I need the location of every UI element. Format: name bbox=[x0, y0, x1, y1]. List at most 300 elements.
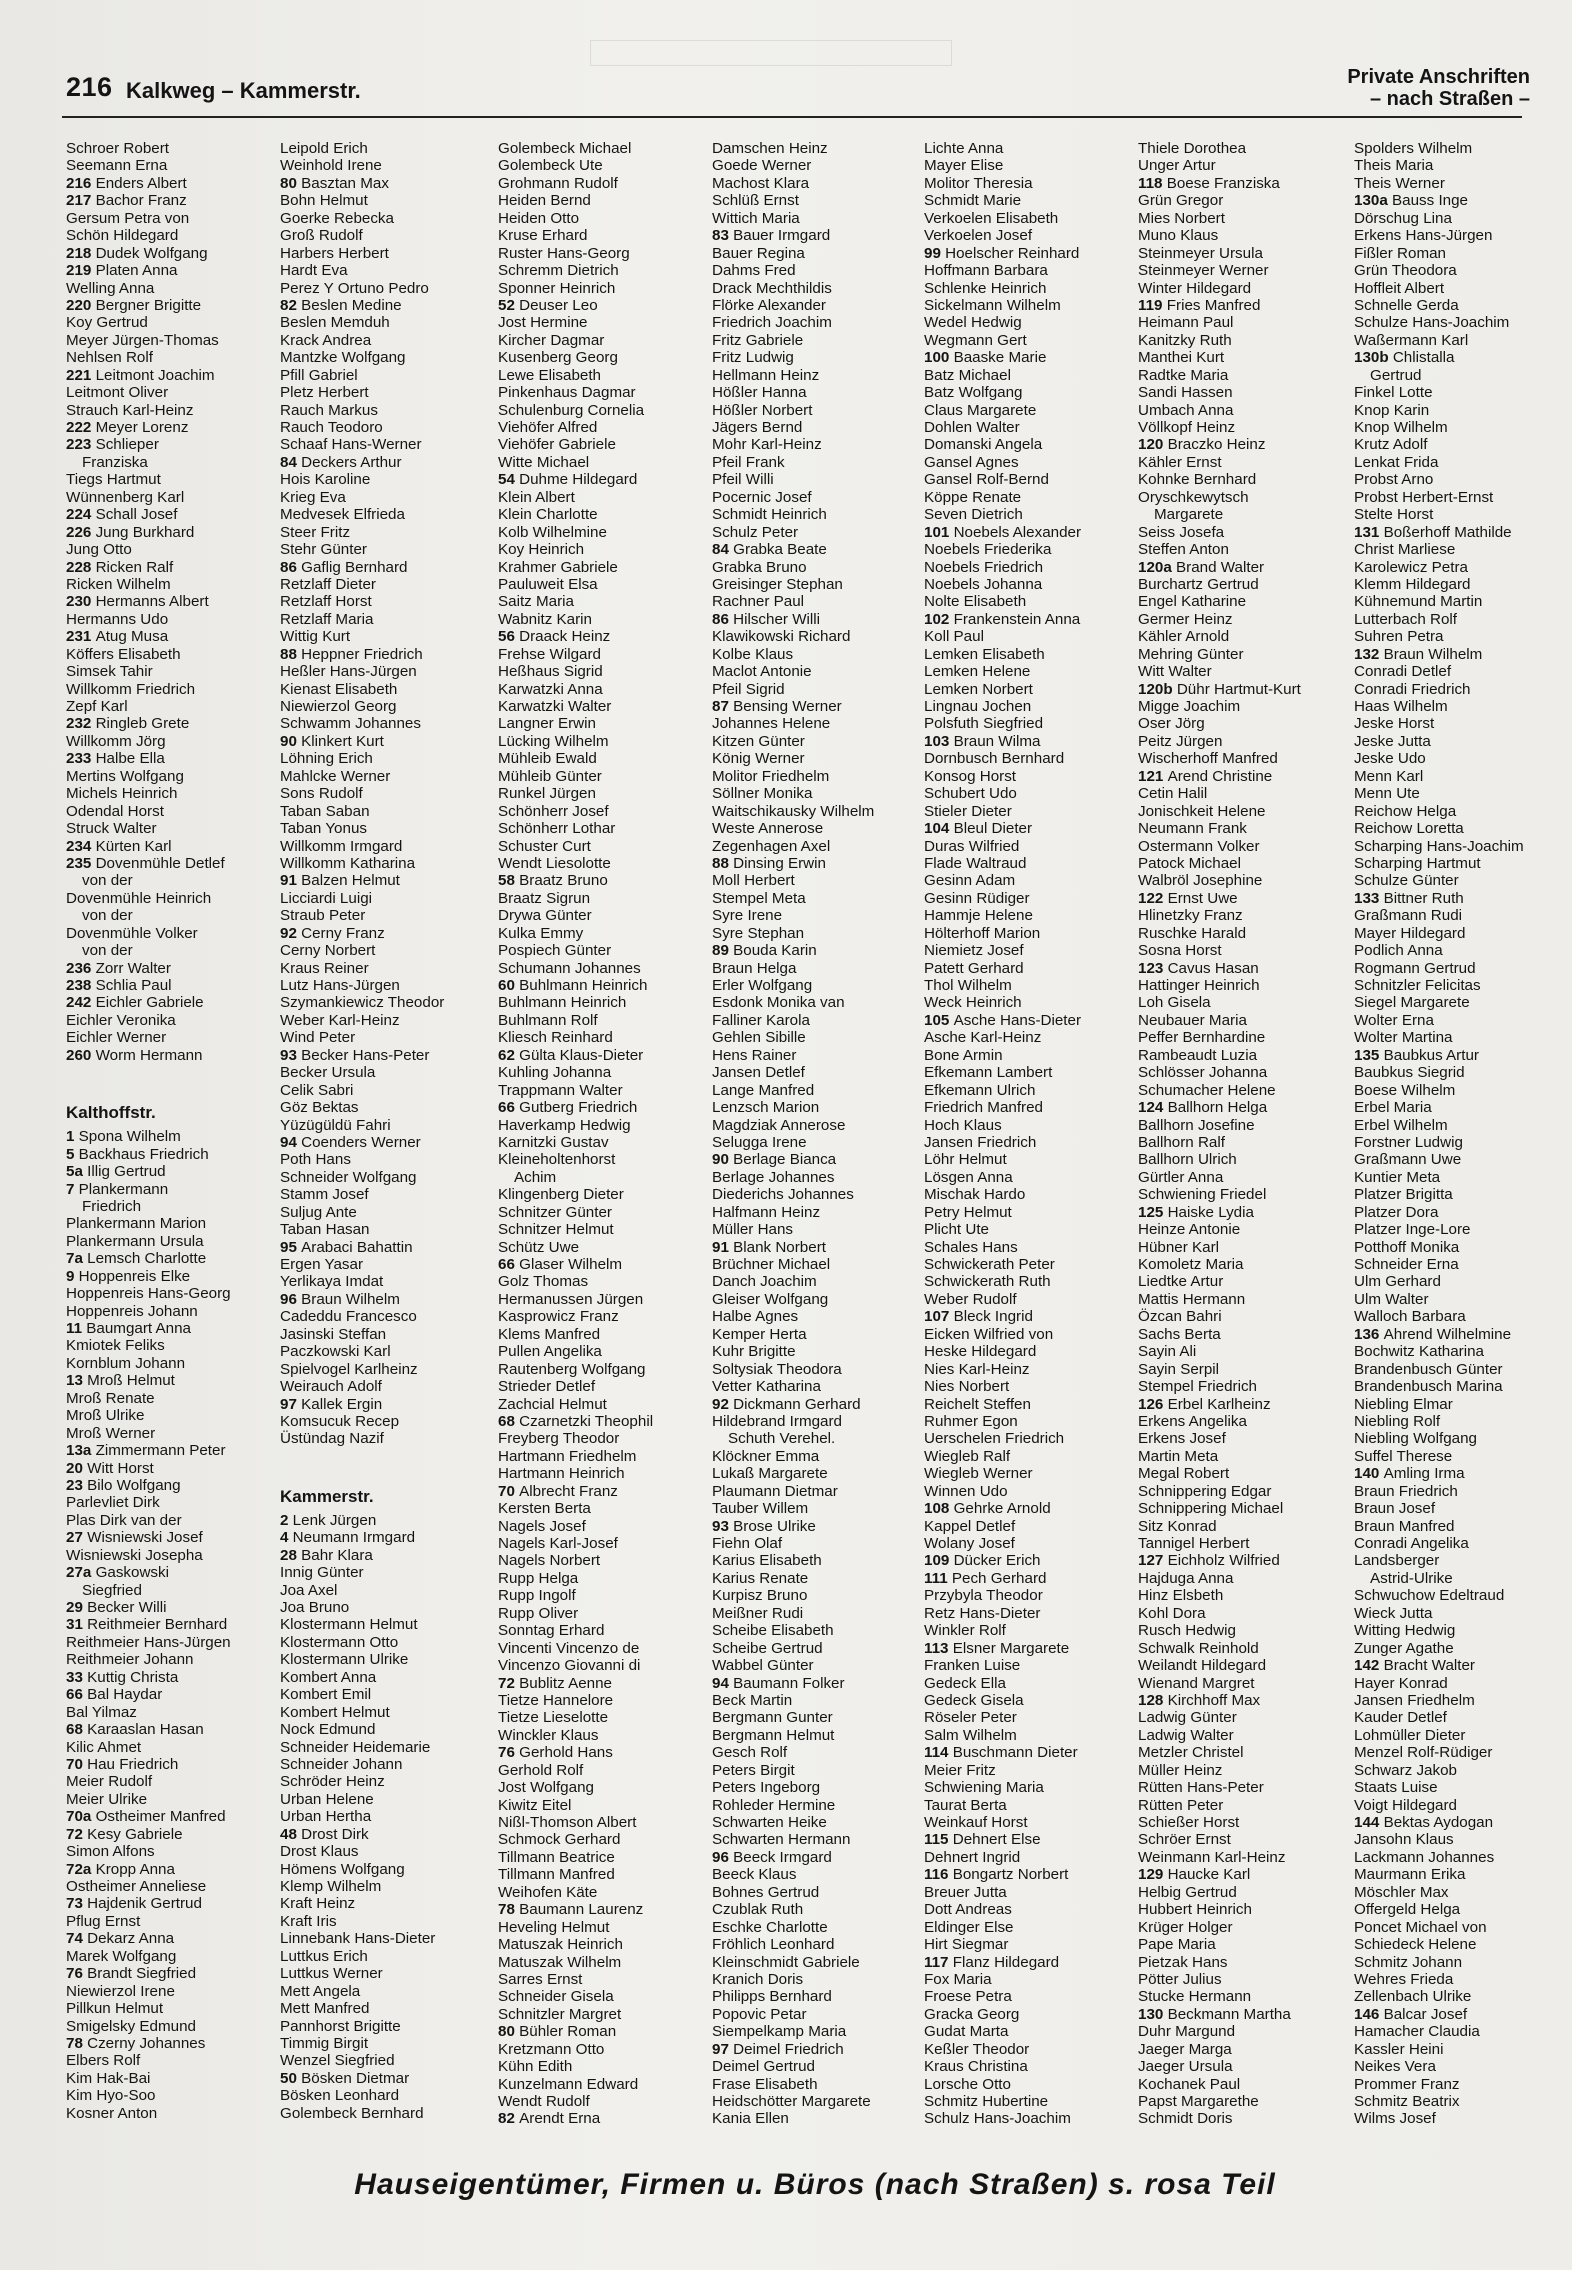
resident-entry: Rupp Oliver bbox=[498, 1604, 579, 1622]
house-number: 86 bbox=[280, 558, 302, 576]
resident-entry: Selugga Irene bbox=[712, 1133, 807, 1151]
house-number: 113 bbox=[924, 1639, 953, 1657]
resident-entry: Hildebrand Irmgard bbox=[712, 1412, 842, 1430]
resident-entry: Elbers Rolf bbox=[66, 2052, 141, 2070]
resident-entry: Nies Karl-Heinz bbox=[924, 1360, 1030, 1378]
house-number: 28 bbox=[280, 1546, 302, 1564]
house-number: 83 bbox=[712, 227, 734, 245]
resident-entry: Brandenbusch Günter bbox=[1354, 1360, 1503, 1378]
column-6 bbox=[1138, 140, 1350, 2128]
resident-entry: Ladwig Günter bbox=[1138, 1709, 1237, 1727]
house-number: 219 bbox=[66, 262, 96, 280]
resident-entry: Nock Edmund bbox=[280, 1721, 376, 1739]
resident-entry: Krahmer Gabriele bbox=[498, 558, 618, 576]
resident-entry: Wünnenberg Karl bbox=[66, 488, 185, 506]
resident-entry: Kunzelmann Edward bbox=[498, 2075, 639, 2093]
resident-entry: Fißler Roman bbox=[1354, 244, 1446, 262]
house-number: 27 bbox=[66, 1529, 88, 1547]
resident-entry: Freyberg Theodor bbox=[498, 1430, 620, 1448]
house-number: 7 bbox=[66, 1180, 79, 1198]
house-number: 122 bbox=[1138, 889, 1168, 907]
resident-entry: Ladwig Walter bbox=[1138, 1726, 1234, 1744]
resident-entry: Patett Gerhard bbox=[924, 959, 1024, 977]
resident-entry: 84 Deckers Arthur bbox=[280, 453, 402, 471]
house-number: 126 bbox=[1138, 1395, 1168, 1413]
house-number: 13 bbox=[66, 1372, 88, 1390]
entry-continuation: Franziska bbox=[82, 453, 148, 471]
resident-entry: Söllner Monika bbox=[712, 785, 813, 803]
resident-entry: Wolter Erna bbox=[1354, 1011, 1434, 1029]
resident-entry: Gedeck Ella bbox=[924, 1674, 1006, 1692]
resident-entry: Schulz Hans-Joachim bbox=[924, 2110, 1071, 2128]
resident-entry: Kasprowicz Franz bbox=[498, 1308, 619, 1326]
resident-entry: Kulka Emmy bbox=[498, 924, 584, 942]
resident-entry: Fritz Gabriele bbox=[712, 331, 804, 349]
house-number: 120a bbox=[1138, 558, 1177, 576]
resident-entry: 7 Plankermann bbox=[66, 1180, 169, 1198]
resident-entry: Kuntier Meta bbox=[1354, 1168, 1441, 1186]
resident-entry: Schulenburg Cornelia bbox=[498, 401, 645, 419]
resident-entry: 221 Leitmont Joachim bbox=[66, 366, 215, 384]
resident-entry: 230 Hermanns Albert bbox=[66, 593, 209, 611]
house-number: 104 bbox=[924, 820, 954, 838]
house-number: 117 bbox=[924, 1953, 953, 1971]
house-number: 1 bbox=[66, 1128, 79, 1146]
resident-entry: Wenzel Siegfried bbox=[280, 2052, 395, 2070]
resident-entry: 119 Fries Manfred bbox=[1138, 296, 1261, 314]
resident-entry: Heske Hildegard bbox=[924, 1343, 1037, 1361]
resident-entry: Rupp Helga bbox=[498, 1569, 579, 1587]
resident-entry: Heßhaus Sigrid bbox=[498, 663, 603, 681]
resident-entry: Platzer Inge-Lore bbox=[1354, 1221, 1471, 1239]
resident-entry: Heiden Otto bbox=[498, 209, 580, 227]
resident-entry: Grün Theodora bbox=[1354, 262, 1457, 280]
resident-entry: Sosna Horst bbox=[1138, 942, 1222, 960]
resident-entry: Pflug Ernst bbox=[66, 1912, 141, 1930]
resident-entry: 223 Schlieper bbox=[66, 436, 159, 454]
house-number: 109 bbox=[924, 1552, 954, 1570]
resident-entry: Drywa Günter bbox=[498, 907, 592, 925]
resident-entry: Noebels Friedrich bbox=[924, 558, 1044, 576]
house-number: 130a bbox=[1354, 192, 1393, 210]
resident-entry: Vincenzo Giovanni di bbox=[498, 1657, 641, 1675]
resident-entry: Straub Peter bbox=[280, 907, 366, 925]
resident-entry: Matuszak Wilhelm bbox=[498, 1953, 622, 1971]
resident-entry: 260 Worm Hermann bbox=[66, 1046, 203, 1064]
resident-entry: Lutz Hans-Jürgen bbox=[280, 977, 400, 994]
resident-entry: Johannes Helene bbox=[712, 715, 831, 733]
resident-entry: Winckler Klaus bbox=[498, 1726, 599, 1744]
resident-entry: Tillmann Manfred bbox=[498, 1866, 615, 1884]
resident-entry: 27 Wisniewski Josef bbox=[66, 1529, 203, 1547]
resident-entry: Kanitzky Ruth bbox=[1138, 331, 1232, 349]
resident-entry: Syre Stephan bbox=[712, 924, 805, 942]
resident-entry: 60 Buhlmann Heinrich bbox=[498, 977, 648, 994]
resident-entry: Verkoelen Josef bbox=[924, 227, 1033, 245]
resident-entry: Schwamm Johannes bbox=[280, 715, 421, 733]
resident-entry: Kim Hak-Bai bbox=[66, 2069, 151, 2087]
resident-entry: Mischak Hardo bbox=[924, 1186, 1026, 1204]
resident-entry: Sickelmann Wilhelm bbox=[924, 296, 1061, 314]
resident-entry: Koll Paul bbox=[924, 628, 984, 646]
resident-entry: Kmiotek Feliks bbox=[66, 1337, 165, 1355]
resident-entry: Hens Rainer bbox=[712, 1046, 797, 1064]
house-number: 76 bbox=[498, 1744, 520, 1762]
resident-entry: Strieder Detlef bbox=[498, 1378, 596, 1396]
resident-entry: Sarres Ernst bbox=[498, 1970, 583, 1988]
resident-entry: Schiedeck Helene bbox=[1354, 1936, 1477, 1954]
resident-entry: Ergen Yasar bbox=[280, 1256, 364, 1273]
resident-entry: Beck Martin bbox=[712, 1691, 793, 1709]
resident-entry: Rauch Teodoro bbox=[280, 419, 383, 436]
resident-entry: Lewe Elisabeth bbox=[498, 366, 602, 384]
resident-entry: Wiegleb Ralf bbox=[924, 1447, 1011, 1465]
house-number: 52 bbox=[498, 296, 520, 314]
house-number: 136 bbox=[1354, 1325, 1384, 1343]
resident-entry: Smigelsky Edmund bbox=[66, 2017, 196, 2035]
resident-entry: Witt Walter bbox=[1138, 663, 1212, 681]
resident-entry: Rupp Ingolf bbox=[498, 1587, 576, 1605]
resident-entry: Yerlikaya Imdat bbox=[280, 1273, 384, 1291]
resident-entry: Rütten Peter bbox=[1138, 1796, 1224, 1814]
house-number: 76 bbox=[66, 1965, 88, 1983]
resident-entry: Hermanns Udo bbox=[66, 610, 169, 628]
resident-entry: Menn Ute bbox=[1354, 785, 1420, 803]
resident-entry: Schwarz Jakob bbox=[1354, 1761, 1457, 1779]
resident-entry: Stelte Horst bbox=[1354, 506, 1434, 524]
entry-continuation: von der bbox=[82, 907, 133, 925]
resident-entry: Christ Marliese bbox=[1354, 541, 1456, 559]
resident-entry: Rachner Paul bbox=[712, 593, 805, 611]
resident-entry: Groß Rudolf bbox=[280, 227, 363, 245]
resident-entry: Eschke Charlotte bbox=[712, 1918, 828, 1936]
resident-entry: 96 Beeck Irmgard bbox=[712, 1848, 832, 1866]
resident-entry: 86 Gaflig Bernhard bbox=[280, 558, 408, 576]
resident-entry: Magdziak Annerose bbox=[712, 1116, 846, 1134]
resident-entry: Erbel Maria bbox=[1354, 1099, 1432, 1117]
resident-entry: Lingnau Jochen bbox=[924, 698, 1032, 715]
resident-entry: Rohleder Hermine bbox=[712, 1796, 836, 1814]
resident-entry: Fritz Ludwig bbox=[712, 349, 794, 367]
resident-entry: Peffer Bernhardine bbox=[1138, 1029, 1266, 1047]
resident-entry: Brüchner Michael bbox=[712, 1256, 831, 1273]
resident-entry: Willkomm Irmgard bbox=[280, 837, 403, 855]
house-number: 101 bbox=[924, 523, 954, 541]
resident-entry: Schmitz Johann bbox=[1354, 1953, 1463, 1971]
resident-entry: Kornblum Johann bbox=[66, 1354, 186, 1372]
resident-entry: Schneider Wolfgang bbox=[280, 1168, 417, 1186]
resident-entry: Jeske Udo bbox=[1354, 750, 1426, 768]
resident-entry: Krieg Eva bbox=[280, 488, 346, 506]
resident-entry: Schaaf Hans-Werner bbox=[280, 436, 422, 454]
resident-entry: Ostermann Volker bbox=[1138, 837, 1260, 855]
resident-entry: 107 Bleck Ingrid bbox=[924, 1308, 1033, 1326]
resident-entry: Dörschug Lina bbox=[1354, 209, 1452, 227]
house-number: 66 bbox=[66, 1686, 88, 1704]
resident-entry: Hoppenreis Johann bbox=[66, 1302, 198, 1320]
resident-entry: Erbel Wilhelm bbox=[1354, 1116, 1448, 1134]
resident-entry: Steinmeyer Ursula bbox=[1138, 244, 1263, 262]
resident-entry: Czublak Ruth bbox=[712, 1901, 804, 1919]
resident-entry: Matuszak Heinrich bbox=[498, 1936, 623, 1954]
resident-entry: Schnitzer Helmut bbox=[498, 1221, 614, 1239]
resident-entry: Scharping Hartmut bbox=[1354, 854, 1481, 872]
resident-entry: 236 Zorr Walter bbox=[66, 959, 171, 977]
resident-entry: 130a Bauss Inge bbox=[1354, 192, 1469, 210]
resident-entry: Duhr Margund bbox=[1138, 2023, 1236, 2041]
house-number: 66 bbox=[498, 1256, 520, 1273]
resident-entry: Krutz Adolf bbox=[1354, 436, 1428, 454]
house-number: 217 bbox=[66, 192, 96, 210]
resident-entry: Hirt Siegmar bbox=[924, 1936, 1009, 1954]
resident-entry: 102 Frankenstein Anna bbox=[924, 610, 1081, 628]
resident-entry: Urban Helene bbox=[280, 1790, 374, 1808]
house-number: 5a bbox=[66, 1163, 88, 1181]
resident-entry: 1 Spona Wilhelm bbox=[66, 1128, 181, 1146]
resident-entry: 113 Elsner Margarete bbox=[924, 1639, 1070, 1657]
resident-entry: Schmitz Hubertine bbox=[924, 2093, 1049, 2110]
resident-entry: 52 Deuser Leo bbox=[498, 296, 598, 314]
resident-entry: 132 Braun Wilhelm bbox=[1354, 645, 1483, 663]
resident-entry: Göz Bektas bbox=[280, 1099, 359, 1117]
resident-entry: Leitmont Oliver bbox=[66, 384, 169, 402]
resident-entry: Michels Heinrich bbox=[66, 785, 178, 803]
resident-entry: Kombert Helmut bbox=[280, 1703, 390, 1721]
resident-entry: Willkomm Jörg bbox=[66, 732, 166, 750]
house-number: 235 bbox=[66, 854, 96, 872]
resident-entry: Jeske Jutta bbox=[1354, 732, 1431, 750]
house-number: 33 bbox=[66, 1668, 88, 1686]
house-number: 58 bbox=[498, 872, 520, 890]
resident-entry: Fox Maria bbox=[924, 1970, 992, 1988]
resident-entry: 33 Kuttig Christa bbox=[66, 1668, 179, 1686]
resident-entry: Peitz Jürgen bbox=[1138, 732, 1223, 750]
resident-entry: Bone Armin bbox=[924, 1046, 1003, 1064]
resident-entry: Meier Ulrike bbox=[66, 1790, 148, 1808]
resident-entry: 72 Bublitz Aenne bbox=[498, 1674, 613, 1692]
resident-entry: Hartmann Friedhelm bbox=[498, 1447, 637, 1465]
resident-entry: 124 Ballhorn Helga bbox=[1138, 1099, 1268, 1117]
resident-entry: 218 Dudek Wolfgang bbox=[66, 244, 208, 262]
house-number: 144 bbox=[1354, 1814, 1384, 1831]
entry-continuation: von der bbox=[82, 872, 133, 890]
resident-entry: Suljug Ante bbox=[280, 1203, 357, 1221]
resident-entry: Kauder Detlef bbox=[1354, 1709, 1447, 1727]
resident-entry: Schwuchow Edeltraud bbox=[1354, 1587, 1505, 1605]
house-number: 96 bbox=[712, 1848, 734, 1866]
resident-entry: Nagels Norbert bbox=[498, 1552, 601, 1570]
resident-entry: Trappmann Walter bbox=[498, 1081, 623, 1099]
resident-entry: Falliner Karola bbox=[712, 1011, 810, 1029]
resident-entry: Dornbusch Bernhard bbox=[924, 750, 1065, 768]
resident-entry: Schönherr Josef bbox=[498, 802, 609, 820]
house-number: 91 bbox=[712, 1238, 734, 1256]
resident-entry: Reithmeier Hans-Jürgen bbox=[66, 1633, 231, 1651]
resident-entry: Polsfuth Siegfried bbox=[924, 715, 1044, 733]
entry-continuation: Astrid-Ulrike bbox=[1370, 1569, 1453, 1587]
resident-entry: Wittich Maria bbox=[712, 209, 800, 227]
house-number: 242 bbox=[66, 994, 96, 1012]
resident-entry: Bohnes Gertrud bbox=[712, 1883, 820, 1901]
resident-entry: Jansen Detlef bbox=[712, 1064, 805, 1082]
resident-entry: Hermanussen Jürgen bbox=[498, 1290, 644, 1308]
resident-entry: Keßler Theodor bbox=[924, 2040, 1030, 2058]
resident-entry: Witte Michael bbox=[498, 453, 590, 471]
resident-entry: 56 Draack Heinz bbox=[498, 628, 611, 646]
resident-entry: 90 Klinkert Kurt bbox=[280, 732, 384, 750]
resident-entry: Hoch Klaus bbox=[924, 1116, 1002, 1134]
resident-entry: Manthei Kurt bbox=[1138, 349, 1225, 367]
resident-entry: Schuster Curt bbox=[498, 837, 591, 855]
resident-entry: Pfeil Sigrid bbox=[712, 680, 785, 698]
resident-entry: Hölterhoff Marion bbox=[924, 924, 1041, 942]
house-number: 90 bbox=[280, 732, 302, 750]
resident-entry: Sponner Heinrich bbox=[498, 279, 616, 297]
resident-entry: Schremm Dietrich bbox=[498, 262, 619, 280]
resident-entry: Danch Joachim bbox=[712, 1273, 817, 1291]
resident-entry: 127 Eichholz Wilfried bbox=[1138, 1552, 1280, 1570]
resident-entry: 233 Halbe Ella bbox=[66, 750, 165, 768]
resident-entry: Mroß Ulrike bbox=[66, 1407, 145, 1425]
resident-entry: Nolte Elisabeth bbox=[924, 593, 1027, 611]
spacer bbox=[280, 1448, 492, 1474]
resident-entry: Steffen Anton bbox=[1138, 541, 1229, 559]
resident-entry: Schales Hans bbox=[924, 1238, 1018, 1256]
resident-entry: Walloch Barbara bbox=[1354, 1308, 1466, 1326]
house-number: 92 bbox=[280, 924, 302, 942]
house-number: 84 bbox=[280, 453, 302, 471]
resident-entry: Rusch Hedwig bbox=[1138, 1622, 1236, 1640]
resident-entry: Potthoff Monika bbox=[1354, 1238, 1460, 1256]
resident-entry: 123 Cavus Hasan bbox=[1138, 959, 1259, 977]
resident-entry: Hoffmann Barbara bbox=[924, 262, 1048, 280]
house-number: 233 bbox=[66, 750, 96, 768]
resident-entry: 82 Arendt Erna bbox=[498, 2110, 601, 2128]
resident-entry: Knop Karin bbox=[1354, 401, 1430, 419]
resident-entry: Ostheimer Anneliese bbox=[66, 1878, 207, 1895]
resident-entry: Kruse Erhard bbox=[498, 227, 588, 245]
resident-entry: Nies Norbert bbox=[924, 1378, 1010, 1396]
resident-entry: Schnitzler Margret bbox=[498, 2005, 622, 2023]
resident-entry: 238 Schlia Paul bbox=[66, 977, 172, 994]
resident-entry: Vetter Katharina bbox=[712, 1378, 821, 1396]
resident-entry: Podlich Anna bbox=[1354, 942, 1443, 960]
resident-entry: Weck Heinrich bbox=[924, 994, 1022, 1012]
resident-entry: Oser Jörg bbox=[1138, 715, 1205, 733]
resident-entry: Bösken Leonhard bbox=[280, 2087, 400, 2105]
resident-entry: Scharping Hans-Joachim bbox=[1354, 837, 1524, 855]
resident-entry: Frehse Wilgard bbox=[498, 645, 601, 663]
resident-entry: Viehöfer Gabriele bbox=[498, 436, 616, 454]
resident-entry: Gürtler Anna bbox=[1138, 1168, 1224, 1186]
resident-entry: Kircher Dagmar bbox=[498, 331, 605, 349]
resident-entry: Hamacher Claudia bbox=[1354, 2023, 1480, 2041]
resident-entry: Hoffleit Albert bbox=[1354, 279, 1445, 297]
resident-entry: Dahms Fred bbox=[712, 262, 796, 280]
resident-entry: Friedrich Joachim bbox=[712, 314, 832, 332]
resident-entry: Kraus Christina bbox=[924, 2058, 1028, 2076]
resident-entry: Batz Michael bbox=[924, 366, 1011, 384]
resident-entry: Gansel Rolf-Bernd bbox=[924, 471, 1049, 489]
resident-entry: 130b Chlistalla bbox=[1354, 349, 1455, 367]
resident-entry: Froese Petra bbox=[924, 1988, 1012, 2006]
section-label-line1: Private Anschriften bbox=[1347, 66, 1530, 88]
resident-entry: Suffel Therese bbox=[1354, 1447, 1453, 1465]
resident-entry: Conradi Detlef bbox=[1354, 663, 1452, 681]
resident-entry: 20 Witt Horst bbox=[66, 1459, 154, 1477]
resident-entry: Kähler Ernst bbox=[1138, 453, 1222, 471]
resident-entry: 131 Boßerhoff Mathilde bbox=[1354, 523, 1512, 541]
resident-entry: 73 Hajdenik Gertrud bbox=[66, 1895, 202, 1913]
resident-entry: 226 Jung Burkhard bbox=[66, 523, 195, 541]
resident-entry: Mühleib Günter bbox=[498, 767, 602, 785]
resident-entry: 105 Asche Hans-Dieter bbox=[924, 1011, 1082, 1029]
resident-entry: Wischerhoff Manfred bbox=[1138, 750, 1278, 768]
house-number: 115 bbox=[924, 1831, 953, 1849]
resident-entry: Dovenmühle Volker bbox=[66, 924, 198, 942]
resident-entry: Wiegleb Werner bbox=[924, 1465, 1033, 1483]
resident-entry: Pfeil Willi bbox=[712, 471, 774, 489]
resident-entry: Platzer Brigitta bbox=[1354, 1186, 1453, 1204]
resident-entry: Schwickerath Peter bbox=[924, 1256, 1055, 1273]
house-number: 2 bbox=[280, 1511, 293, 1529]
resident-entry: Gesinn Adam bbox=[924, 872, 1016, 890]
resident-entry: Sandi Hassen bbox=[1138, 384, 1233, 402]
resident-entry: 5 Backhaus Friedrich bbox=[66, 1145, 209, 1163]
resident-entry: Weber Rudolf bbox=[924, 1290, 1017, 1308]
resident-entry: 231 Atug Musa bbox=[66, 628, 169, 646]
resident-entry: Bergmann Gunter bbox=[712, 1709, 833, 1727]
resident-entry: Schröer Ernst bbox=[1138, 1831, 1231, 1849]
resident-entry: Ulm Walter bbox=[1354, 1290, 1429, 1308]
resident-entry: Hößler Norbert bbox=[712, 401, 813, 419]
resident-entry: 68 Karaaslan Hasan bbox=[66, 1721, 204, 1739]
resident-entry: Grün Gregor bbox=[1138, 192, 1224, 210]
resident-entry: 144 Bektas Aydogan bbox=[1354, 1814, 1494, 1831]
house-number: 93 bbox=[712, 1517, 734, 1535]
resident-entry: 93 Brose Ulrike bbox=[712, 1517, 816, 1535]
resident-entry: 133 Bittner Ruth bbox=[1354, 889, 1464, 907]
resident-entry: Brandenbusch Marina bbox=[1354, 1378, 1503, 1396]
resident-entry: Meißner Rudi bbox=[712, 1604, 804, 1622]
resident-entry: Retzlaff Maria bbox=[280, 610, 374, 628]
resident-entry: Popovic Petar bbox=[712, 2005, 807, 2023]
spacer bbox=[66, 1064, 278, 1090]
resident-entry: Kochanek Paul bbox=[1138, 2075, 1241, 2093]
resident-entry: Marek Wolfgang bbox=[66, 1947, 177, 1965]
resident-entry: Schwiening Friedel bbox=[1138, 1186, 1267, 1204]
resident-entry: Hömens Wolfgang bbox=[280, 1860, 405, 1878]
resident-entry: Knop Wilhelm bbox=[1354, 419, 1448, 436]
house-number: 128 bbox=[1138, 1691, 1168, 1709]
resident-entry: Taurat Berta bbox=[924, 1796, 1007, 1814]
resident-entry: Braun Josef bbox=[1354, 1500, 1436, 1518]
resident-entry: 5a Illig Gertrud bbox=[66, 1163, 166, 1181]
resident-entry: 83 Bauer Irmgard bbox=[712, 227, 831, 245]
resident-entry: 216 Enders Albert bbox=[66, 174, 187, 192]
resident-entry: Wisniewski Josepha bbox=[66, 1546, 203, 1564]
resident-entry: 72a Kropp Anna bbox=[66, 1860, 175, 1878]
resident-entry: Pfill Gabriel bbox=[280, 366, 358, 384]
resident-entry: Braun Manfred bbox=[1354, 1517, 1455, 1535]
resident-entry: Scheibe Elisabeth bbox=[712, 1622, 834, 1640]
resident-entry: Spolders Wilhelm bbox=[1354, 140, 1473, 157]
resident-entry: Salm Wilhelm bbox=[924, 1726, 1017, 1744]
resident-entry: Luttkus Werner bbox=[280, 1965, 383, 1983]
resident-entry: Cadeddu Francesco bbox=[280, 1308, 417, 1326]
resident-entry: Schumacher Helene bbox=[1138, 1081, 1276, 1099]
resident-entry: Sitz Konrad bbox=[1138, 1517, 1217, 1535]
